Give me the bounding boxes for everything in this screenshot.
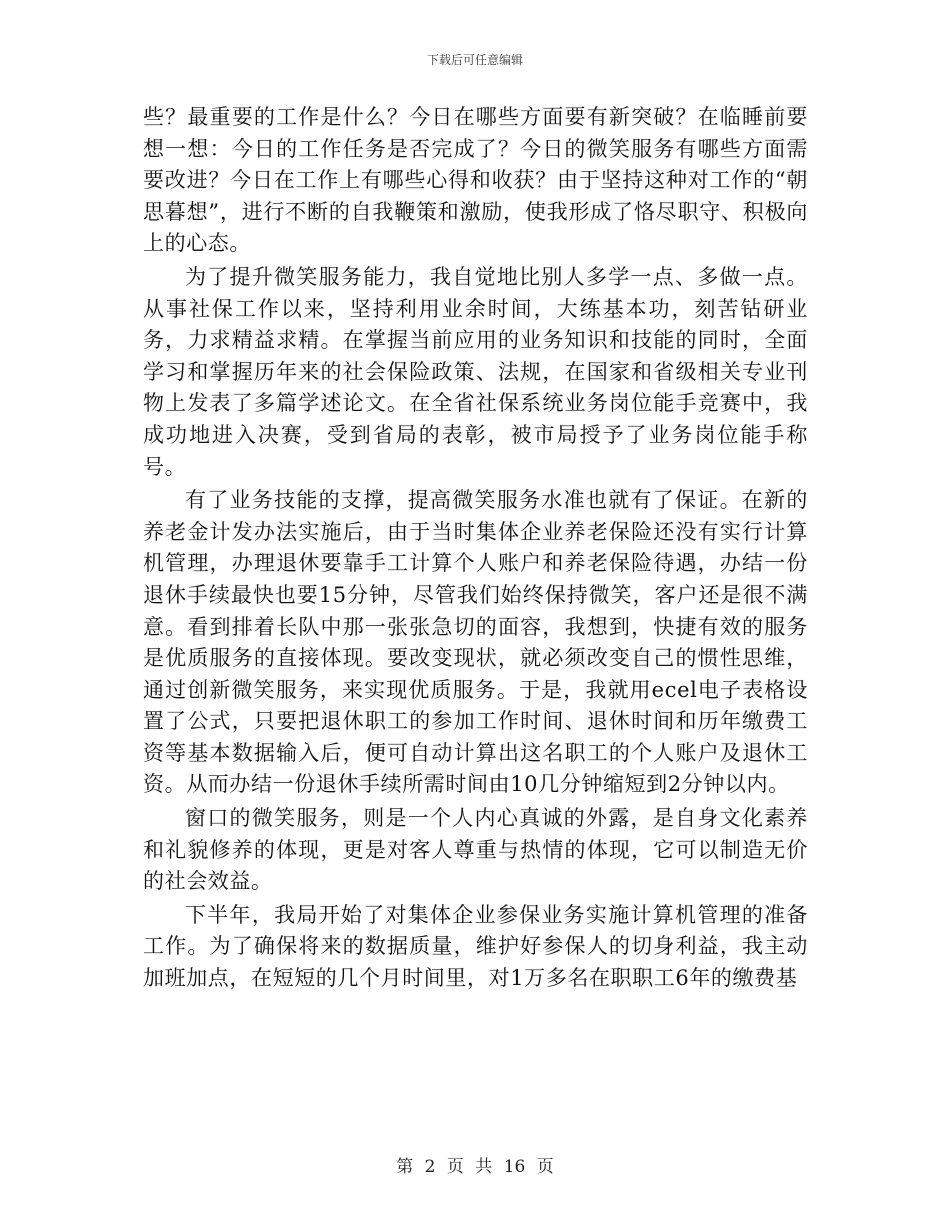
document-body [143, 102, 808, 995]
paragraph-4: 窗口的微笑服务，则是一个人内心真诚的外露，是自身文化素养和礼貌修养的体现，更是对客人尊重与热情的体现，它可以制造无价的社会效益。 [143, 806, 808, 894]
page-number: 第 2 页 共 16 页 [396, 1157, 554, 1177]
paragraph-3: 有了业务技能的支撑，提高微笑服务水准也就有了保证。在新的养老金计发办法实施后，由于当时集体企业养老保险还没有实行计算机管理，办理退休要靠手工计算个人账户和养老保险待遇，办结一份退休手续最快也要15分钟，尽管我们始终保持微笑，客户还是很不满意。看到排着长队中那一张张急切的面容，我想到，快捷有效的服务是优质服务的直接体现。要改变现状，就必须改变自己的惯性思维，通过创新微笑服务，来实现优质服务。于是，我就用ecel电子表格设置了公式，只要把退休职工的参加工作时间、退休时间和历年缴费工资等基本数据输入后，便可自动计算出这名职工的个人账户及退休工资。从而办结一份退休手续所需时间由10几分钟缩短到2分钟以内。 [143, 488, 808, 797]
paragraph-1: 些？最重要的工作是什么？今日在哪些方面要有新突破？在临睡前要想一想：今日的工作任务是否完成了？今日的微笑服务有哪些方面需要改进？今日在工作上有哪些心得和收获？由于坚持这种对工作的“朝思暮想”，进行不断的自我鞭策和激励，使我形成了恪尽职守、积极向上的心态。 [143, 105, 808, 256]
paragraph-2: 为了提升微笑服务能力，我自觉地比别人多学一点、多做一点。从事社保工作以来，坚持利用业余时间，大练基本功，刻苦钻研业务，力求精益求精。在掌握当前应用的业务知识和技能的同时，全面学习和掌握历年来的社会保险政策、法规，在国家和省级相关专业刊物上发表了多篇学述论文。在全省社保系统业务岗位能手竞赛中，我成功地进入决赛，受到省局的表彰，被市局授予了业务岗位能手称号。 [143, 264, 808, 479]
paragraph-5: 下半年，我局开始了对集体企业参保业务实施计算机管理的准备工作。为了确保将来的数据质量，维护好参保人的切身利益，我主动加班加点，在短短的几个月时间里，对1万多名在职职工6年的缴费基 [143, 902, 808, 991]
page-header-note: 下载后可任意编辑 [426, 53, 523, 67]
